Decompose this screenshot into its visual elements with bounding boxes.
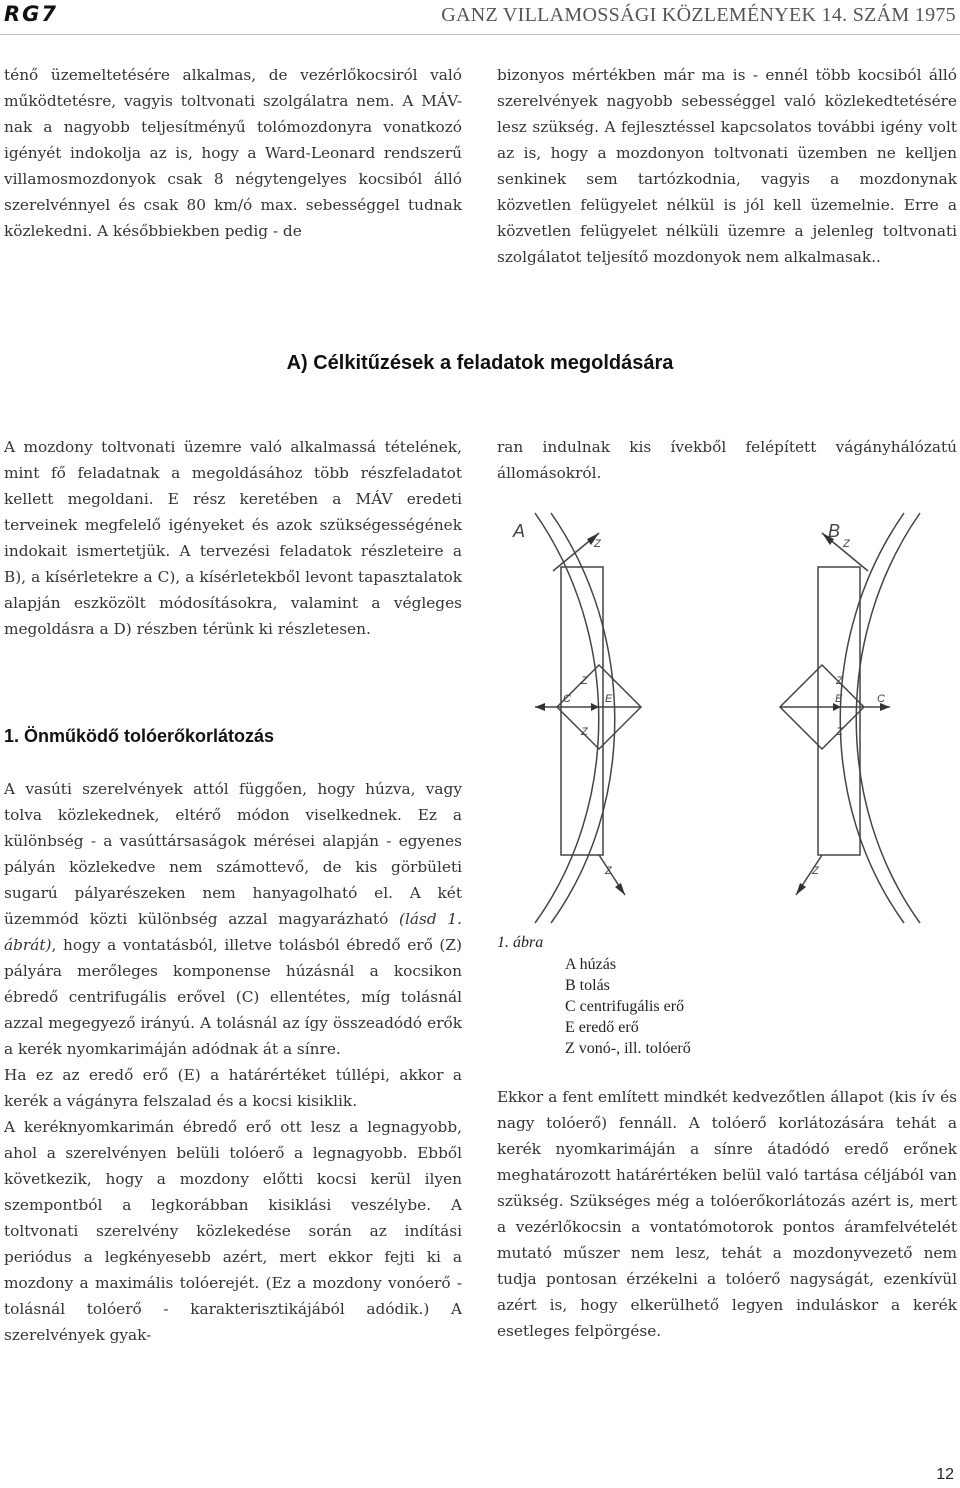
arrowhead-icon [796,883,806,895]
z-label: Z [836,726,843,738]
legend-item: A húzás [565,956,617,973]
section-1-right-paragraph: Ekkor a fent említett mindkét kedvezőtlen állapot (kis ív és nagy tolóerő) fennáll. A tolóerő korlátozására tehát a kerék nyomkarimáján a sínre átadódó eredő erőnek meghatározott határértéken belül való tartása céljából van szükség. Szükséges még a tolóerőkorlátozás azért is, mert a vezérlőkocsin a vontatómotorok pontos áramfelvételét mutató műszer nem lesz, tehát a mozdonyvezető nem tudja pontosan érzékelni a tolóerő nagyságát, ezenkívül azért is, hogy elkerülhető legyen induláskor a kerék esetleges felpörgése. [497,1088,957,1340]
z-label: Z [812,865,819,877]
intro-left-paragraph: ténő üzemeltetésére alkalmas, de vezérlőkocsiról való működtetésre, vagyis toltvonati szolgálatra nem. A MÁV-nak a nagyobb teljesítményű tolómozdonyra vonatkozó igényét indokolja az is, hogy a Ward-Leonard rendszerű villamosmozdonyok csak 8 négytengelyes kocsiból álló szerelvénnyel és csak 80 km/ó max. sebességgel tudnak közlekedni. A későbbiekben pedig - de [4,66,462,240]
z-label: Z [594,538,601,550]
z-label: Z [605,865,612,877]
car-outline-b [818,567,860,855]
publisher-logo: RG7 [4,2,59,26]
section-1-right-column [497,1084,957,1344]
label-a: A [513,521,526,541]
section-1-paragraph-2: Ha ez az eredő erő (E) a határértéket túllépi, akkor a kerék a vágányra felszalad és a kocsi kisiklik. [4,1066,462,1110]
section-a-left-column [4,434,462,642]
legend-item: E eredő erő [565,1019,639,1036]
rail-curve-right-b [840,513,904,923]
section-1-paragraph-3: A keréknyomkarimán ébredő erő ott lesz a legnagyobb, ahol a szerelvényen belüli tolóerő a legnagyobb. Ebből következik, hogy a mozdony előtti kocsi kerül ilyen szempontból a legkorábban kisiklási veszélybe. A toltvonati szerelvény közlekedése során az indítási periódus a legkényesebb azért, mert ekkor fejti ki a mozdony a maximális tolóerejét. (Ez a mozdony vonóerő - tolásnál tolóerő - karakterisztikájából adódik.) A szerelvények gyak- [4,1118,462,1344]
section-a-right-column [497,434,957,486]
figure-1-diagram [495,505,960,925]
legend-item: C centrifugális erő [565,998,685,1015]
intro-right-paragraph: bizonyos mértékben már ma is - ennél több kocsiból álló szerelvények nagyobb sebességgel való közlekedtetésére lesz szükség. A fejlesztéssel kapcsolatos további igény volt az is, hogy a mozdonyon toltvonati üzemben ne kelljen senkinek sem tartózkodnia, vagyis a mozdonynak közvetlen felügyelet nélkül is jól kell üzemelnie. Erre a közvetlen felügyelet nélküli üzemre a jelenleg toltvonati szolgálatot teljesítő mozdonyok nem alkalmasak.. [497,66,957,266]
header-rule [0,34,960,35]
section-a-continuation: ran indulnak kis ívekből felépített vágányhálózatú állomásokról. [497,438,957,482]
page-number: 12 [936,1466,954,1483]
figure-reference: (lásd 1. ábrát) [4,910,462,954]
intro-left-column [4,62,462,244]
legend-item: Z vonó-, ill. tolóerő [565,1040,691,1057]
section-a-heading: A) Célkitűzések a feladatok megoldására [286,352,674,374]
z-label: Z [581,726,588,738]
intro-right-column [497,62,957,270]
legend-item: B tolás [565,977,610,994]
arrowhead-icon [535,703,545,711]
journal-title: GANZ VILLAMOSSÁGI KÖZLEMÉNYEK 14. SZÁM 1975 [441,4,956,26]
section-1-left-column [4,776,462,1348]
e-label: E [835,693,843,705]
c-label: C [877,693,885,705]
arrowhead-icon [615,883,625,895]
rail-curve-left-a [535,513,599,923]
rail-curve-right-a [856,513,920,923]
section-a-paragraph: A mozdony toltvonati üzemre való alkalmassá tételének, mint fő feladatnak a megoldásához több részfeladatot kellett megoldani. E rész keretében a MÁV eredeti terveinek megfelelő igényeket és azok szükségességének indokait ismertetjük. A tervezési feladatok részleteire a B), a kísérletekre a C), a kísérletekből levont tapasztalatok alapján eszközölt módosításokra, valamint a végleges megoldásra a D) részben térünk ki részletesen. [4,438,462,638]
z-label: Z [843,538,850,550]
z-label: Z [836,675,843,687]
z-label: Z [581,675,588,687]
c-label: C [563,693,571,705]
figure-caption: 1. ábra [497,934,544,951]
e-label: E [605,693,613,705]
label-b: B [828,521,841,541]
section-1-paragraph-1: A vasúti szerelvények attól függően, hogy húzva, vagy tolva közlekednek, eltérő módon viselkednek. Ez a különbség - a vasúttársaságok mérései alapján - egyenes pályán közlekedve nem számottevő, de kis görbületi sugarú pályarészeken nem hanyagolható el. A két üzemmód közti különbség azzal magyarázható (lásd 1. ábrát), hogy a vontatásból, illetve tolásból ébredő erő (Z) pályára merőleges komponense húzásnál a kocsikon ébredő centrifugális erővel (C) ellentétes, míg tolásnál azzal megegyező irányú. A tolásnál az így összeadódó erők a kerék nyomkarimáján adódnak át a sínre. [4,780,462,1058]
section-1-heading: 1. Önműködő tolóerőkorlátozás [4,726,275,746]
figure-legend [565,954,691,1059]
